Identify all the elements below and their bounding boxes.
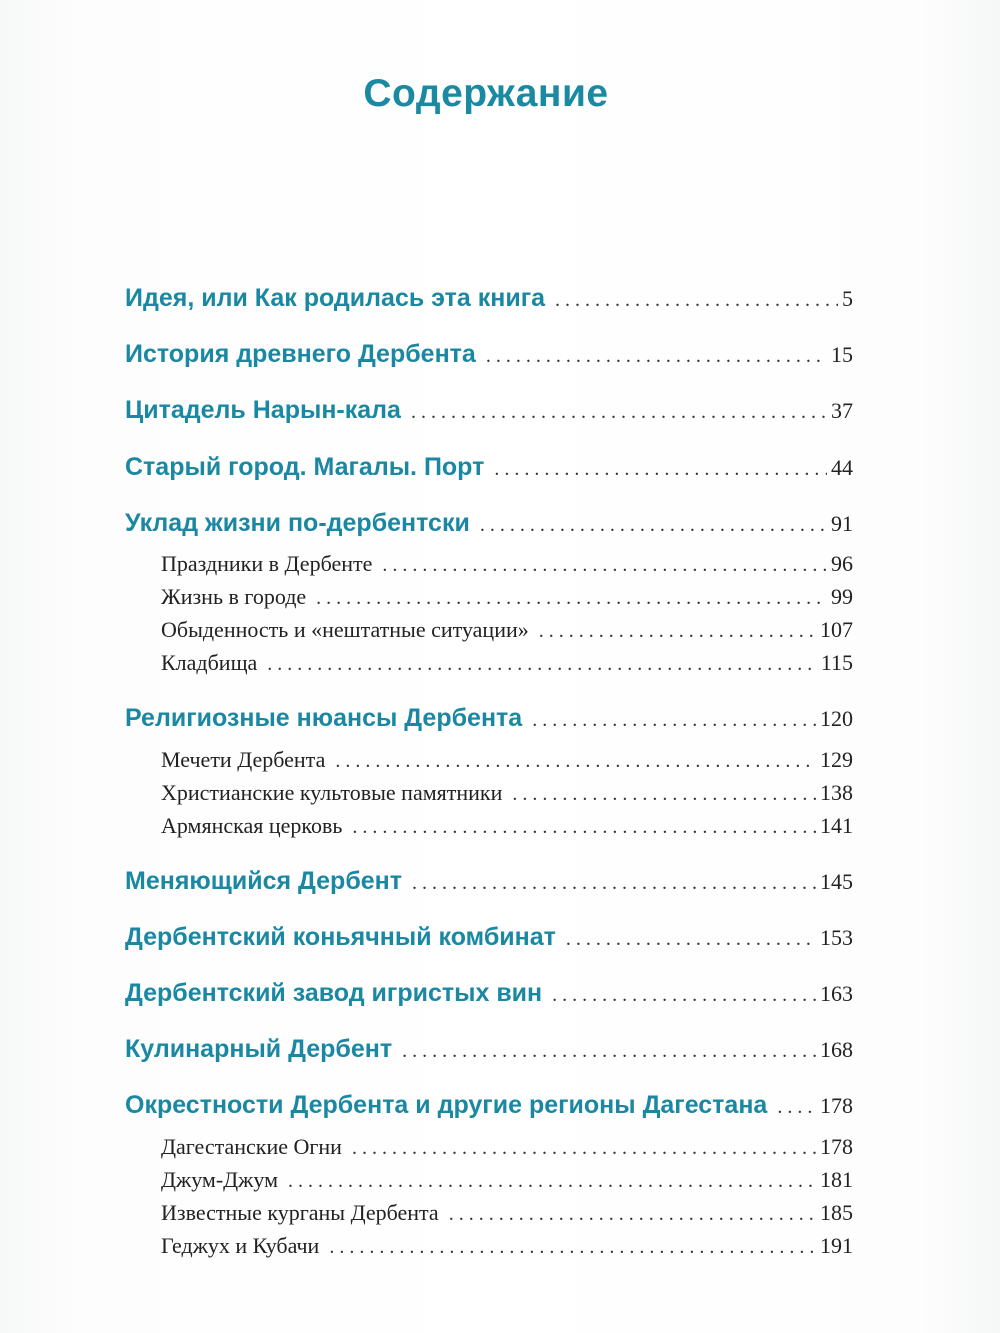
toc-page-number: 107 <box>820 617 853 642</box>
toc-subentry[interactable] <box>161 1167 853 1193</box>
toc-entry-title: Окрестности Дербента и другие регионы Дагестана <box>125 1091 768 1119</box>
toc-page-number: 99 <box>831 584 853 609</box>
toc-entry[interactable] <box>125 396 853 425</box>
toc-page-number: 5 <box>842 286 853 311</box>
toc-subentry-title: Мечети Дербента <box>161 747 326 772</box>
dot-leader <box>486 345 827 368</box>
toc-entry[interactable] <box>125 340 853 369</box>
dot-leader <box>267 653 817 676</box>
dot-leader <box>539 620 816 643</box>
dot-leader <box>316 587 827 610</box>
toc-page-number: 168 <box>820 1037 853 1062</box>
toc-page-number: 141 <box>820 813 853 838</box>
toc-subentry-title: Жизнь в городе <box>161 584 307 609</box>
toc-entry-title: Меняющийся Дербент <box>125 867 403 895</box>
toc-entry[interactable] <box>125 1035 853 1064</box>
dot-leader <box>777 1096 816 1119</box>
toc-entry-title: Идея, или Как родилась эта книга <box>125 284 546 312</box>
toc-page-number: 115 <box>820 650 853 675</box>
toc-page-number: 145 <box>820 869 853 894</box>
toc-subentry-title: Джум-Джум <box>161 1167 279 1192</box>
toc-entry[interactable] <box>125 867 853 896</box>
dot-leader <box>402 1040 816 1063</box>
toc-subentry-title: Кладбища <box>161 650 258 675</box>
toc-entry-title: Дербентский завод игристых вин <box>125 979 543 1007</box>
dot-leader <box>288 1170 816 1193</box>
dot-leader <box>555 289 838 312</box>
dot-leader <box>532 709 816 732</box>
toc-subentry[interactable] <box>161 551 853 577</box>
toc-page-number: 37 <box>831 398 853 423</box>
dot-leader <box>335 750 816 773</box>
dot-leader <box>352 1137 816 1160</box>
toc-entry[interactable] <box>125 284 853 313</box>
toc-entry-title: Религиозные нюансы Дербента <box>125 704 523 732</box>
toc-subentry[interactable] <box>161 617 853 643</box>
toc-entry[interactable] <box>125 453 853 482</box>
toc-subentry[interactable] <box>161 584 853 610</box>
toc-entry-title: Уклад жизни по-дербентски <box>125 509 470 537</box>
toc-entry[interactable] <box>125 979 853 1008</box>
toc-entry[interactable] <box>125 509 853 538</box>
toc-page-number: 185 <box>820 1200 853 1225</box>
toc-page-number: 138 <box>820 780 853 805</box>
dot-leader <box>329 1236 816 1259</box>
dot-leader <box>382 554 827 577</box>
toc-page-number: 96 <box>831 551 853 576</box>
toc-entry-title: Цитадель Нарын-кала <box>125 396 401 424</box>
toc-subentry-title: Христианские культовые памятники <box>161 780 503 805</box>
toc-subentry-title: Обыденность и «нештатные ситуации» <box>161 617 529 642</box>
toc-page-number: 181 <box>820 1167 853 1192</box>
page-title: Содержание <box>363 72 609 115</box>
toc-subentry[interactable] <box>161 813 853 839</box>
toc-entry-title: Дербентский коньячный комбинат <box>125 923 556 951</box>
dot-leader <box>352 816 816 839</box>
dot-leader <box>552 984 816 1007</box>
dot-leader <box>449 1203 816 1226</box>
toc-subentry[interactable] <box>161 1233 853 1259</box>
toc-page-number: 163 <box>820 981 853 1006</box>
toc-subentry-title: Дагестанские Огни <box>161 1134 342 1159</box>
toc-subentry-title: Известные курганы Дербента <box>161 1200 439 1225</box>
toc-entry[interactable] <box>125 1091 853 1120</box>
toc-page-number: 129 <box>820 747 853 772</box>
toc-entry[interactable] <box>125 704 853 733</box>
toc-page-number: 120 <box>820 706 853 731</box>
toc-subentry-title: Геджух и Кубачи <box>161 1233 320 1258</box>
toc-page-number: 178 <box>820 1093 853 1118</box>
dot-leader <box>512 783 816 806</box>
toc-entry[interactable] <box>125 923 853 952</box>
dot-leader <box>480 514 827 537</box>
dot-leader <box>412 872 816 895</box>
toc-page-number: 15 <box>831 342 853 367</box>
toc-page-number: 91 <box>831 511 853 536</box>
toc-subentry[interactable] <box>161 650 853 676</box>
toc-subentry-title: Армянская церковь <box>161 813 343 838</box>
toc-entry-title: История древнего Дербента <box>125 340 476 368</box>
dot-leader <box>411 401 827 424</box>
toc-subentry-title: Праздники в Дербенте <box>161 551 373 576</box>
toc-entry-title: Старый город. Магалы. Порт <box>125 453 485 481</box>
toc-subentry[interactable] <box>161 747 853 773</box>
toc-page-number: 44 <box>831 455 853 480</box>
toc-subentry[interactable] <box>161 780 853 806</box>
toc-page-number: 153 <box>820 925 853 950</box>
toc-page-number: 178 <box>820 1134 853 1159</box>
toc-page-number: 191 <box>820 1233 853 1258</box>
toc-subentry[interactable] <box>161 1134 853 1160</box>
dot-leader <box>566 928 816 951</box>
toc-entry-title: Кулинарный Дербент <box>125 1035 393 1063</box>
toc-subentry[interactable] <box>161 1200 853 1226</box>
dot-leader <box>494 458 827 481</box>
